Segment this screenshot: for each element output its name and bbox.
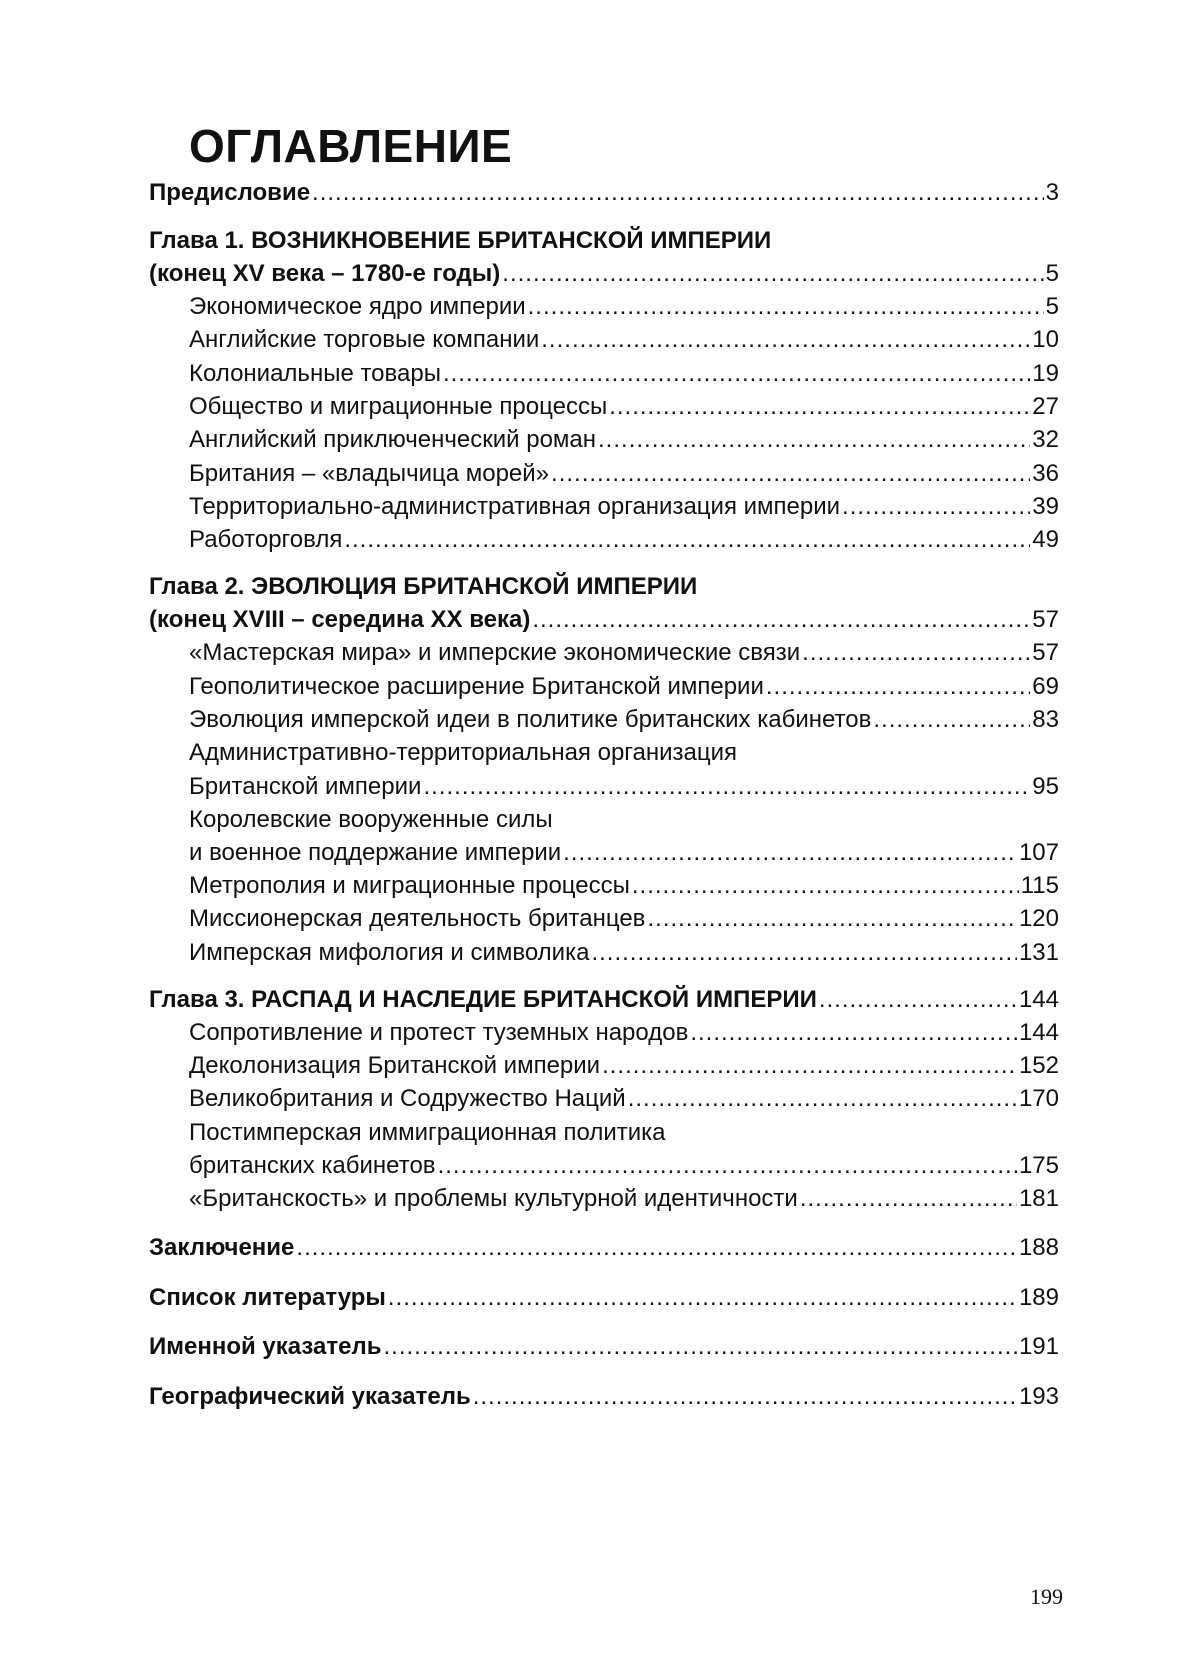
dot-leader: [344, 524, 1030, 556]
toc-section-label: «Мастерская мира» и имперские экономические связи: [189, 639, 801, 666]
toc-section-label: Экономическое ядро империи: [189, 293, 526, 320]
dot-leader: [591, 937, 1016, 969]
toc-section-label: Британия – «владычица морей»: [189, 460, 550, 487]
dot-leader: [563, 837, 1017, 869]
chapter-subtitle-line: (конец XV века – 1780-е годы): [149, 260, 501, 287]
toc-section[interactable]: [189, 358, 1059, 390]
toc-entry-preface[interactable]: [149, 177, 1059, 209]
toc-page-number: 5: [1045, 293, 1059, 320]
page-title: ОГЛАВЛЕНИЕ: [189, 120, 513, 172]
toc-section[interactable]: [189, 524, 1059, 556]
toc-section-label: Работорговля: [189, 526, 343, 553]
dot-leader: [647, 903, 1017, 935]
toc-section[interactable]: [189, 1083, 1059, 1115]
toc-section-label: Королевские вооруженные силы: [189, 806, 553, 833]
dot-leader: [802, 637, 1030, 669]
toc-section-label: Постимперская иммиграционная политика: [189, 1119, 666, 1146]
toc-section[interactable]: [189, 391, 1059, 423]
toc-section-label: Административно-территориальная организация: [189, 739, 738, 766]
dot-leader: [541, 324, 1030, 356]
toc-section[interactable]: [189, 458, 1059, 490]
toc-page-number: 193: [1018, 1383, 1059, 1410]
dot-leader: [438, 1150, 1017, 1182]
toc-entry-chapter-3[interactable]: [149, 984, 1059, 1016]
toc-page-number: 39: [1032, 493, 1059, 520]
toc-entry-label: Предисловие: [149, 179, 311, 206]
toc-page-number: 69: [1032, 673, 1059, 700]
toc-section[interactable]: [189, 903, 1059, 935]
dot-leader: [443, 358, 1030, 390]
toc-section-first-line[interactable]: [189, 804, 1059, 836]
toc-page-number: 57: [1032, 606, 1059, 633]
dot-leader: [502, 258, 1043, 290]
dot-leader: [766, 671, 1030, 703]
toc-section[interactable]: [189, 837, 1059, 869]
toc-entry-label: Географический указатель: [149, 1383, 471, 1410]
dot-leader: [800, 1183, 1017, 1215]
toc-entry-label: Список литературы: [149, 1284, 386, 1311]
toc-page-number: 83: [1032, 706, 1059, 733]
toc-section-first-line[interactable]: [189, 1117, 1059, 1149]
toc-page-number: 144: [1018, 986, 1059, 1013]
toc-entry-label: Заключение: [149, 1234, 295, 1261]
toc-page-number: 19: [1032, 360, 1059, 387]
chapter-title-line: Глава 1. ВОЗНИКНОВЕНИЕ БРИТАНСКОЙ ИМПЕРИИ: [149, 227, 772, 254]
toc-page-number: 189: [1018, 1284, 1059, 1311]
chapter-2-title[interactable]: [149, 571, 1059, 603]
toc-section-label: Территориально-административная организация империи: [189, 493, 841, 520]
toc-page-number: 191: [1018, 1333, 1059, 1360]
toc-page-number: 188: [1018, 1234, 1059, 1261]
toc-entry-name-index[interactable]: [149, 1331, 1059, 1363]
dot-leader: [388, 1282, 1017, 1314]
toc-section-label: Имперская мифология и символика: [189, 939, 590, 966]
toc-section-label: Великобритания и Содружество Наций: [189, 1085, 626, 1112]
toc-page-number: 120: [1018, 905, 1059, 932]
toc-section[interactable]: [189, 1050, 1059, 1082]
toc-page-number: 131: [1018, 939, 1059, 966]
toc-section-label: Общество и миграционные процессы: [189, 393, 608, 420]
dot-leader: [819, 984, 1017, 1016]
toc-section-label: Британской империи: [189, 773, 422, 800]
toc-section-label: Геополитическое расширение Британской империи: [189, 673, 764, 700]
toc-section[interactable]: [189, 491, 1059, 523]
toc-page-number: 175: [1018, 1152, 1059, 1179]
dot-leader: [842, 491, 1030, 523]
toc-section-label: «Британскость» и проблемы культурной идентичности: [189, 1185, 798, 1212]
toc-section[interactable]: [189, 704, 1059, 736]
dot-leader: [296, 1232, 1017, 1264]
toc-page-number: 49: [1032, 526, 1059, 553]
dot-leader: [602, 1050, 1017, 1082]
chapter-title-line: Глава 2. ЭВОЛЮЦИЯ БРИТАНСКОЙ ИМПЕРИИ: [149, 573, 698, 600]
toc-entry-conclusion[interactable]: [149, 1232, 1059, 1264]
toc-page-number: 3: [1045, 179, 1059, 206]
toc-section[interactable]: [189, 937, 1059, 969]
toc-entry-bibliography[interactable]: [149, 1282, 1059, 1314]
dot-leader: [532, 604, 1030, 636]
toc-section[interactable]: [189, 324, 1059, 356]
toc-page-number: 57: [1032, 639, 1059, 666]
toc-section-label: Английские торговые компании: [189, 326, 540, 353]
dot-leader: [551, 458, 1030, 490]
toc-section[interactable]: [189, 1017, 1059, 1049]
toc-section-label: Деколонизация Британской империи: [189, 1052, 601, 1079]
page-number: 199: [1030, 1584, 1063, 1609]
toc-section[interactable]: [189, 1150, 1059, 1182]
chapter-subtitle-line: (конец XVIII – середина XX века): [149, 606, 531, 633]
dot-leader: [528, 291, 1044, 323]
toc-entry-label: Именной указатель: [149, 1333, 382, 1360]
toc-section[interactable]: [189, 671, 1059, 703]
toc-entry-chapter-2[interactable]: [149, 604, 1059, 636]
toc-page-number: 10: [1032, 326, 1059, 353]
chapter-1-title[interactable]: [149, 225, 1059, 257]
dot-leader: [473, 1381, 1017, 1413]
dot-leader: [690, 1017, 1017, 1049]
toc-page-number: 5: [1045, 260, 1059, 287]
toc-section[interactable]: [189, 291, 1059, 323]
toc-page-number: 152: [1018, 1052, 1059, 1079]
dot-leader: [312, 177, 1044, 209]
toc-entry-chapter-1[interactable]: [149, 258, 1059, 290]
toc-page-number: 170: [1018, 1085, 1059, 1112]
toc-section-label: Английский приключенческий роман: [189, 426, 597, 453]
toc-section[interactable]: [189, 637, 1059, 669]
toc-page-number: 36: [1032, 460, 1059, 487]
dot-leader: [598, 424, 1030, 456]
toc-page-number: 181: [1018, 1185, 1059, 1212]
dot-leader: [873, 704, 1030, 736]
toc-section-label: Колониальные товары: [189, 360, 441, 387]
toc-section-label: и военное поддержание империи: [189, 839, 562, 866]
toc-section-label: Метрополия и миграционные процессы: [189, 872, 630, 899]
toc-page-number: 32: [1032, 426, 1059, 453]
dot-leader: [609, 391, 1030, 423]
toc-page-number: 107: [1018, 839, 1059, 866]
toc-section[interactable]: [189, 771, 1059, 803]
toc-section-first-line[interactable]: [189, 737, 1059, 769]
dot-leader: [423, 771, 1030, 803]
dot-leader: [632, 870, 1019, 902]
dot-leader: [384, 1331, 1017, 1363]
dot-leader: [628, 1083, 1017, 1115]
toc-section-label: британских кабинетов: [189, 1152, 436, 1179]
toc-section-label: Сопротивление и протест туземных народов: [189, 1019, 689, 1046]
toc-entry-geo-index[interactable]: [149, 1381, 1059, 1413]
toc-page-number: 27: [1032, 393, 1059, 420]
toc-section-label: Миссионерская деятельность британцев: [189, 905, 646, 932]
toc-page-number: 95: [1032, 773, 1059, 800]
toc-section[interactable]: [189, 424, 1059, 456]
toc-section[interactable]: [189, 1183, 1059, 1215]
chapter-title-line: Глава 3. РАСПАД И НАСЛЕДИЕ БРИТАНСКОЙ ИМПЕРИИ: [149, 986, 817, 1013]
toc-page-number: 115: [1020, 872, 1059, 899]
toc-section[interactable]: [189, 870, 1059, 902]
toc-section-label: Эволюция имперской идеи в политике британских кабинетов: [189, 706, 872, 733]
toc-page-number: 144: [1018, 1019, 1059, 1046]
